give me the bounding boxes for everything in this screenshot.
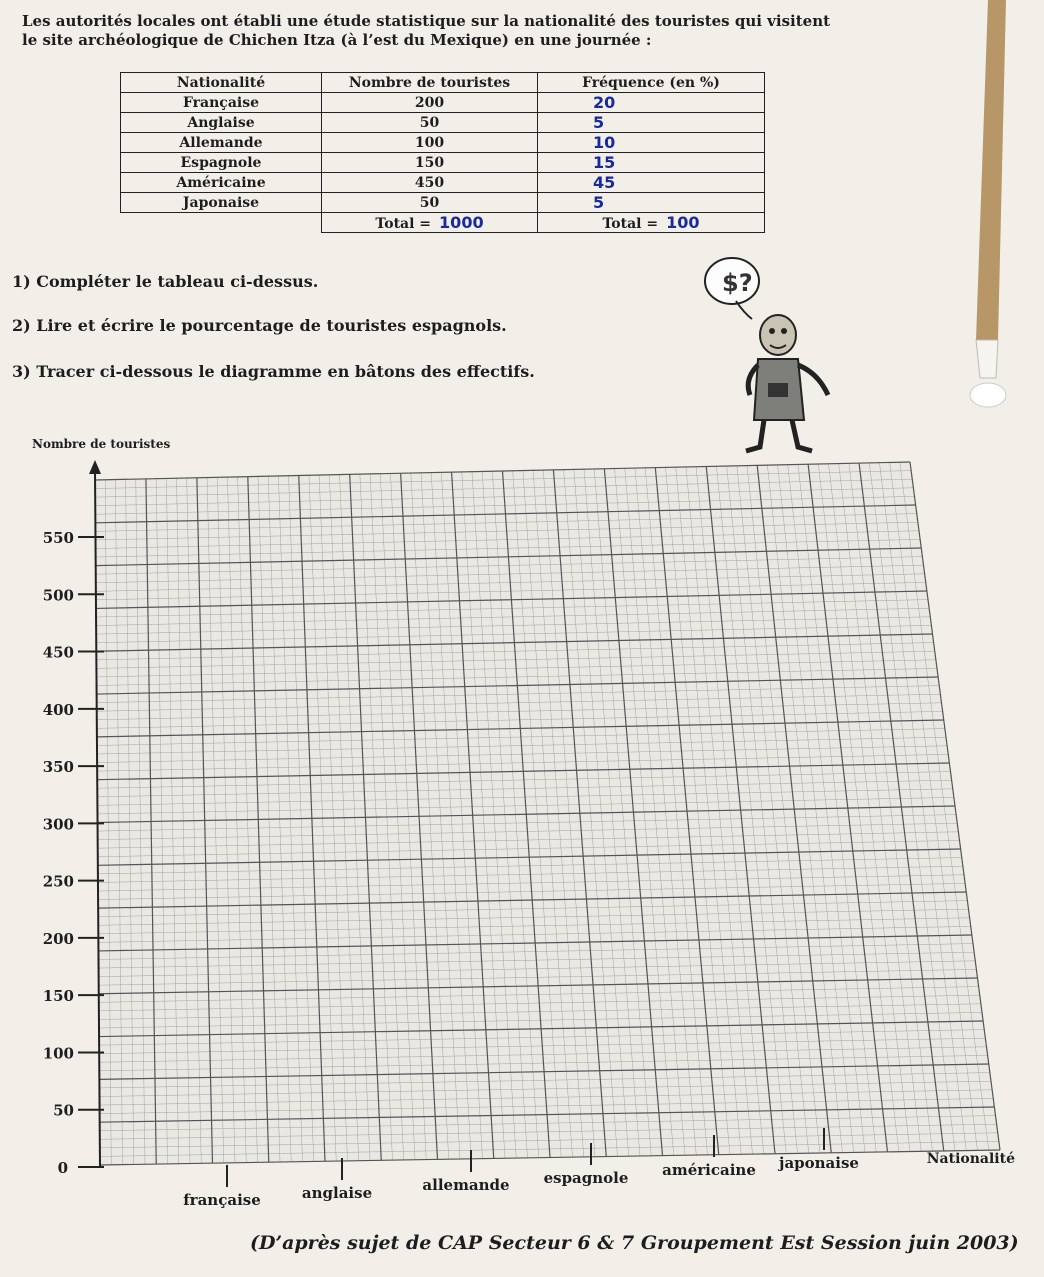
table-row: [121, 173, 765, 193]
question-1: 1) Compléter le tableau ci-dessus.: [12, 272, 319, 291]
tourist-cartoon-illustration: [700, 255, 840, 465]
x-category-label: espagnole: [543, 1169, 629, 1187]
cell-nationality: Française: [121, 93, 322, 113]
total-row: [121, 213, 765, 233]
y-tick-label: 500: [42, 586, 74, 605]
y-tick-label: 450: [42, 643, 74, 662]
y-tick-label: 50: [53, 1101, 74, 1120]
table-row: [121, 113, 765, 133]
total-count-value: 1000: [439, 213, 484, 232]
cell-nationality: Américaine: [121, 173, 322, 193]
total-label: Total =: [375, 216, 432, 232]
frequency-table: [120, 72, 765, 233]
y-tick-label: 250: [42, 872, 74, 891]
y-tick-label: 550: [42, 529, 74, 547]
x-category-label: américaine: [662, 1161, 756, 1179]
table-header-row: [121, 73, 765, 93]
cell-nationality: Espagnole: [121, 153, 322, 173]
source-footer: (D’après sujet de CAP Secteur 6 & 7 Groupement Est Session juin 2003): [250, 1232, 1019, 1254]
total-count-cell[interactable]: [322, 213, 538, 233]
y-tick-label: 300: [42, 815, 74, 834]
cell-frequency[interactable]: 20: [538, 93, 765, 113]
table-row: [121, 133, 765, 153]
empty-cell: [121, 213, 322, 233]
cell-count: 450: [322, 173, 538, 193]
bar-chart-grid[interactable]: [0, 450, 1044, 1230]
header-frequence: Fréquence (en %): [538, 73, 765, 93]
cell-frequency[interactable]: 10: [538, 133, 765, 153]
cell-nationality: Anglaise: [121, 113, 322, 133]
y-tick-label: 200: [42, 929, 74, 948]
cell-frequency[interactable]: 5: [538, 193, 765, 213]
cell-count: 50: [322, 113, 538, 133]
y-tick-label: 100: [42, 1044, 74, 1063]
table-row: [121, 153, 765, 173]
total-label: Total =: [602, 216, 659, 232]
pen-illustration: [958, 0, 1018, 420]
header-nationalite: Nationalité: [121, 73, 322, 93]
y-axis-arrow-icon: [89, 460, 101, 474]
x-category-label: japonaise: [779, 1154, 859, 1172]
speech-bubble-text: $?: [722, 269, 753, 297]
x-category-label: allemande: [422, 1176, 510, 1194]
x-category-label: anglaise: [301, 1184, 373, 1202]
y-tick-label: 0: [57, 1159, 68, 1177]
total-freq-value: 100: [666, 213, 700, 232]
cell-frequency[interactable]: 15: [538, 153, 765, 173]
intro-text: Les autorités locales ont établi une étude statistique sur la nationalité des touristes qui visitent le site archéologique de Chichen Itza (à l’est du Mexique) en une journée :: [22, 12, 831, 49]
x-axis-title: Nationalité: [926, 1151, 1015, 1167]
question-2: 2) Lire et écrire le pourcentage de touristes espagnols.: [12, 316, 507, 335]
question-3: 3) Tracer ci-dessous le diagramme en bâtons des effectifs.: [12, 362, 535, 381]
header-nombre: Nombre de touristes: [322, 73, 538, 93]
table-row: [121, 93, 765, 113]
y-tick-label: 150: [42, 987, 74, 1006]
y-tick-label: 350: [42, 758, 74, 777]
y-tick-label: 400: [42, 700, 74, 719]
cell-frequency[interactable]: 45: [538, 173, 765, 193]
x-category-label: française: [183, 1191, 261, 1209]
y-axis-title: Nombre de touristes: [32, 437, 171, 451]
total-freq-cell[interactable]: [538, 213, 765, 233]
cell-frequency[interactable]: 5: [538, 113, 765, 133]
cell-count: 150: [322, 153, 538, 173]
cell-nationality: Japonaise: [121, 193, 322, 213]
cell-count: 200: [322, 93, 538, 113]
cell-nationality: Allemande: [121, 133, 322, 153]
cell-count: 100: [322, 133, 538, 153]
table-row: [121, 193, 765, 213]
cell-count: 50: [322, 193, 538, 213]
